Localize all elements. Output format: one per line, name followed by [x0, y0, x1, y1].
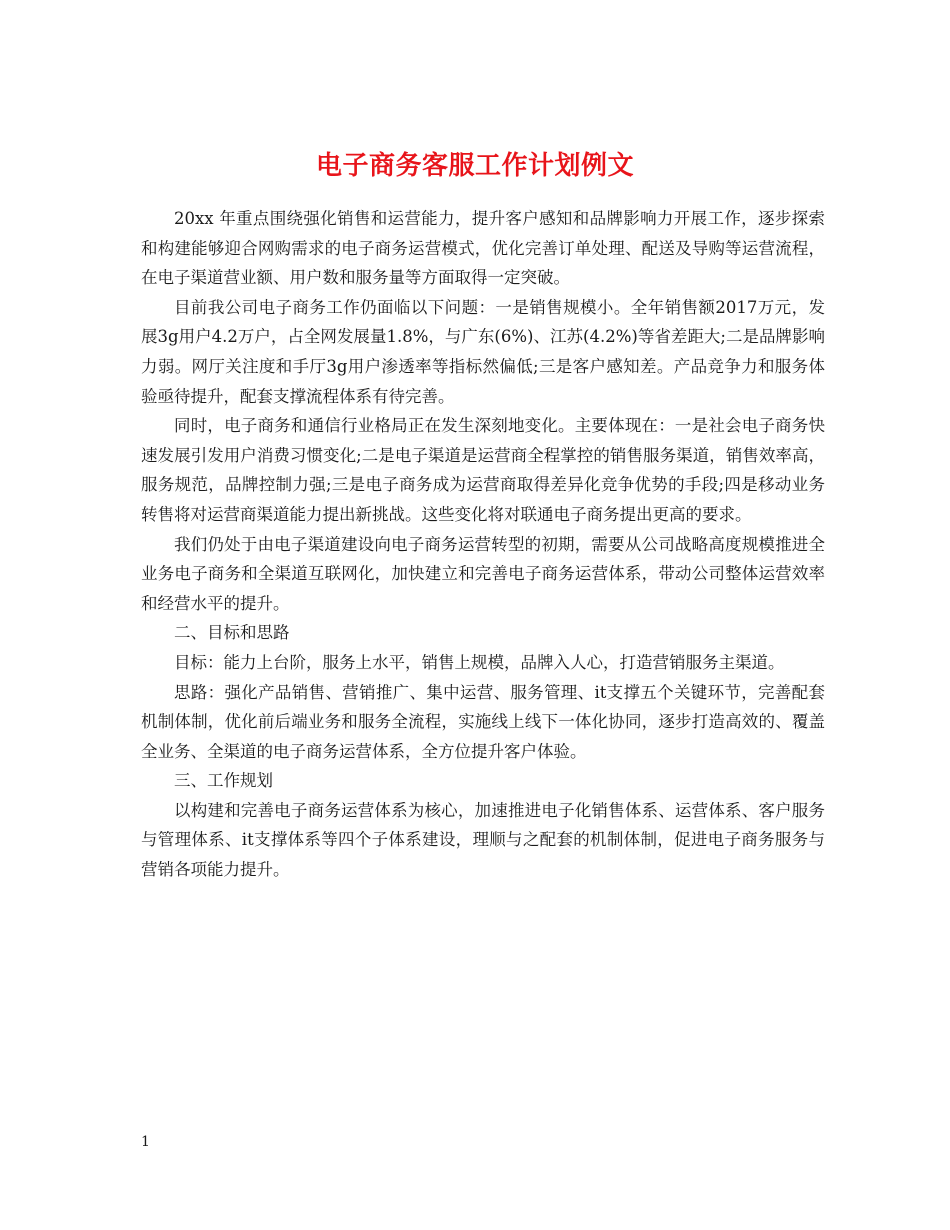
- section-heading-plan: 三、工作规划: [174, 771, 273, 791]
- paragraph-approach: 思路：强化产品销售、营销推广、集中运营、服务管理、it支撑五个关键环节，完善配套机制体制，优化前后端业务和服务全流程，实施线上线下一体化协同，逐步打造高效的、覆盖全业务、全渠道的电子商务运营体系，全方位提升客户体验。: [141, 682, 825, 761]
- section-heading-goals: 二、目标和思路: [174, 623, 290, 643]
- paragraph-problems: 目前我公司电子商务工作仍面临以下问题：一是销售规模小。全年销售额2017万元，发展3g用户4.2万户，占全网发展量1.8%，与广东(6%)、江苏(4.2%)等省差距大;二是品牌影响力弱。网厅关注度和手厅3g用户渗透率等指标然偏低;三是客户感知差。产品竞争力和服务体验亟待提升，配套支撑流程体系有待完善。: [141, 297, 825, 406]
- paragraph-goal: 目标：能力上台阶，服务上水平，销售上规模，品牌入人心，打造营销服务主渠道。: [174, 652, 785, 672]
- paragraph-intro: 20xx 年重点围绕强化销售和运营能力，提升客户感知和品牌影响力开展工作，逐步探索和构建能够迎合网购需求的电子商务运营模式，优化完善订单处理、配送及导购等运营流程，在电子渠道营业额、用户数和服务量等方面取得一定突破。: [141, 209, 825, 288]
- document-body: [141, 204, 825, 885]
- page-number: 1: [141, 1134, 150, 1150]
- paragraph-industry-change: 同时，电子商务和通信行业格局正在发生深刻地变化。主要体现在：一是社会电子商务快速发展引发用户消费习惯变化;二是电子渠道是运营商全程掌控的销售服务渠道，销售效率高，服务规范，品牌控制力强;三是电子商务成为运营商取得差异化竞争优势的手段;四是移动业务转售将对运营商渠道能力提出新挑战。这些变化将对联通电子商务提出更高的要求。: [141, 416, 825, 524]
- document-title: 电子商务客服工作计划例文: [315, 151, 634, 182]
- paragraph-plan: 以构建和完善电子商务运营体系为核心，加速推进电子化销售体系、运营体系、客户服务与管理体系、it支撑体系等四个子体系建设，理顺与之配套的机制体制，促进电子商务服务与营销各项能力提升。: [141, 800, 825, 880]
- paragraph-transformation: 我们仍处于由电子渠道建设向电子商务运营转型的初期，需要从公司战略高度规模推进全业务电子商务和全渠道互联网化，加快建立和完善电子商务运营体系，带动公司整体运营效率和经营水平的提升。: [141, 534, 825, 613]
